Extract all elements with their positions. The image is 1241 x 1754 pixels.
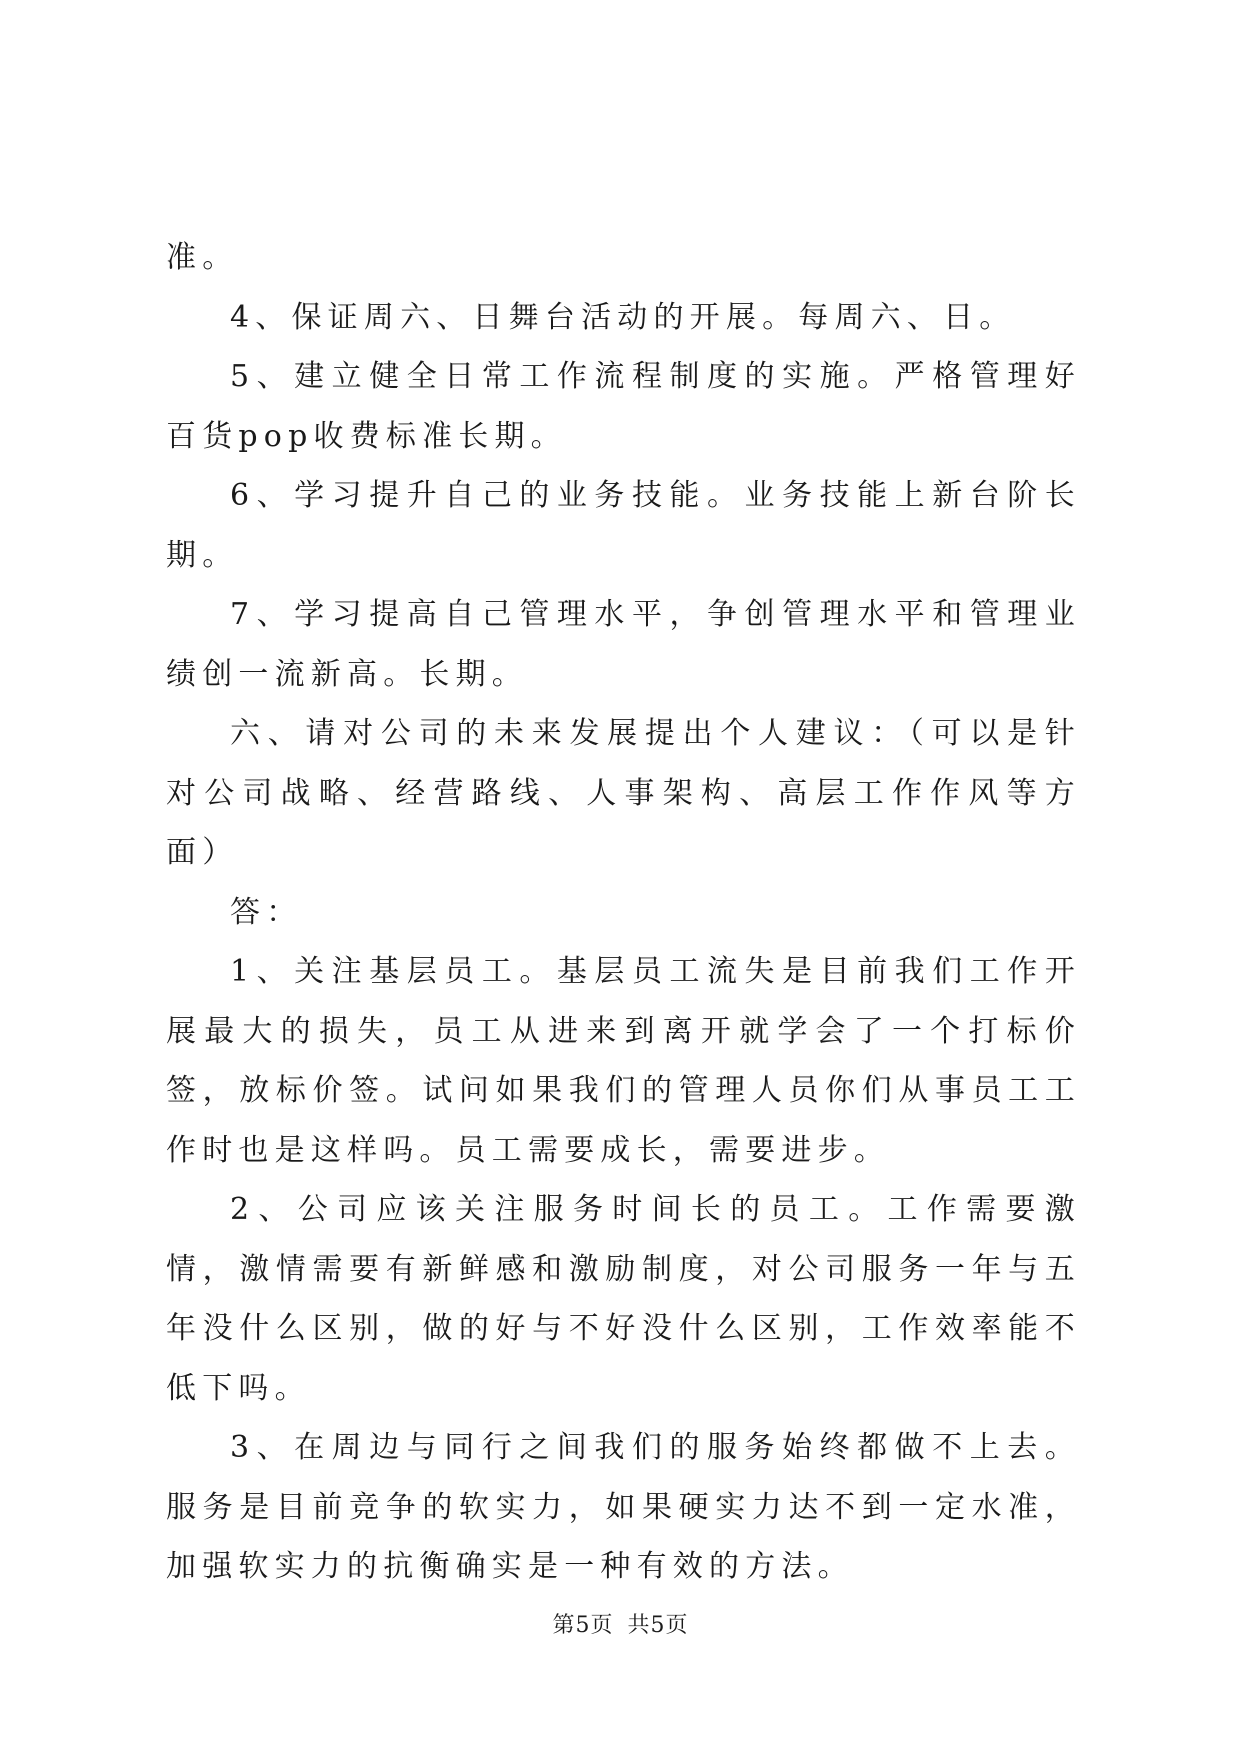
paragraph-8: 2、公司应该关注服务时间长的员工。工作需要激情，激情需要有新鲜感和激励制度，对公司服务一年与五年没什么区别，做的好与不好没什么区别，工作效率能不低下吗。 [166, 1192, 1081, 1406]
paragraph-7: 1、关注基层员工。基层员工流失是目前我们工作开展最大的损失，员工从进来到离开就学会了一个打标价签，放标价签。试问如果我们的管理人员你们从事员工工作时也是这样吗。员工需要成长，需要进步。 [166, 954, 1081, 1168]
paragraph-4: 7、学习提高自己管理水平，争创管理水平和管理业绩创一流新高。长期。 [166, 597, 1081, 692]
paragraph-6: 答： [230, 894, 303, 930]
paragraph-9: 3、在周边与同行之间我们的服务始终都做不上去。服务是目前竞争的软实力，如果硬实力达不到一定水准，加强软实力的抗衡确实是一种有效的方法。 [166, 1430, 1081, 1584]
page-footer [0, 1608, 1241, 1639]
paragraph-1: 4、保证周六、日舞台活动的开展。每周六、日。 [230, 299, 1016, 335]
paragraph-5: 六、请对公司的未来发展提出个人建议：（可以是针对公司战略、经营路线、人事架构、高层工作作风等方面） [166, 716, 1081, 870]
paragraph-3: 6、学习提升自己的业务技能。业务技能上新台阶长期。 [166, 478, 1081, 573]
paragraph-2: 5、建立健全日常工作流程制度的实施。严格管理好百货pop收费标准长期。 [166, 359, 1081, 454]
page-number-total: 共5页 [627, 1613, 689, 1638]
page-number-current: 第5页 [552, 1613, 614, 1638]
paragraph-0: 准。 [166, 240, 239, 275]
document-body [166, 228, 1081, 1597]
